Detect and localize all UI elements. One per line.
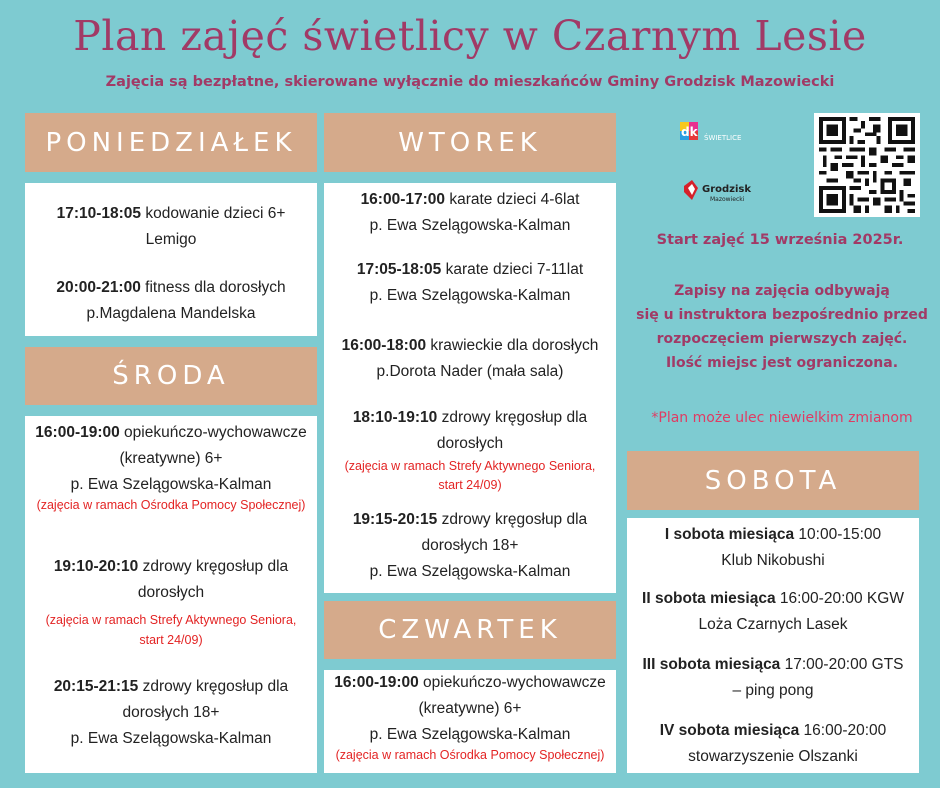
schedule-entry [25,554,317,650]
schedule-entry [324,257,616,309]
entry-note: (zajęcia w ramach Strefy Aktywnego Seniora, [344,459,596,474]
entry-line: (kreatywne) 6+ [418,700,522,718]
entry-activity: zdrowy kręgosłup dla [437,409,588,426]
schedule-entry [627,586,919,638]
tuesday-header: WTOREK [324,113,616,172]
grodzisk-mazowiecki-logo [680,178,780,208]
entry-line: p.Magdalena Mandelska [86,305,256,323]
wednesday-panel [25,416,317,773]
entry-activity: kodowanie dzieci 6+ [141,205,286,222]
enrollment-info [624,279,940,375]
entry-time: 19:15-20:15 [352,511,438,528]
info-line: rozpoczęciem pierwszych zajęć. [656,331,908,348]
entry-time: 20:15-21:15 [53,678,139,695]
page-subtitle: Zajęcia są bezpłatne, skierowane wyłącznie do mieszkańców Gminy Grodzisk Mazowiecki [105,74,835,90]
entry-instructor: p. Ewa Szelągowska-Kalman [70,730,272,748]
entry-line: Klub Nikobushi [721,552,825,570]
grodzisk-logo-icon [680,178,780,208]
entry-line: – ping pong [732,682,814,700]
schedule-entry [324,670,616,763]
info-line: Zapisy na zajęcia odbywają [674,283,890,299]
entry-activity: fitness dla dorosłych [140,279,286,296]
info-line: się u instruktora bezpośrednio przed [636,307,928,324]
entry-note: start 24/09) [438,477,502,492]
entry-time: 16:00-18:00 [341,337,427,354]
entry-activity: 17:00-20:00 GTS [780,656,904,673]
entry-time: 16:00-17:00 [360,191,446,208]
saturday-header: SOBOTA [627,451,919,510]
entry-activity: opiekuńczo-wychowawcze [418,674,606,691]
wednesday-header: ŚRODA [25,347,317,405]
entry-activity: karate dzieci 4-6lat [445,191,580,208]
entry-instructor: p. Ewa Szelągowska-Kalman [70,476,272,494]
schedule-entry [627,652,919,704]
entry-activity: opiekuńczo-wychowawcze [119,424,307,441]
saturday-panel [627,518,919,773]
entry-time: 17:05-18:05 [356,261,442,278]
entry-time: 18:10-19:10 [352,409,438,426]
qr-code[interactable] [814,113,920,217]
entry-time: 19:10-20:10 [53,558,139,575]
monday-panel [25,183,317,336]
entry-line: Lemigo [145,231,197,249]
schedule-entry [25,201,317,253]
entry-activity: krawieckie dla dorosłych [426,337,599,354]
entry-line: (kreatywne) 6+ [119,450,223,468]
entry-instructor: p. Ewa Szelągowska-Kalman [369,217,571,235]
svg-text:Mazowiecki: Mazowiecki [710,196,745,203]
schedule-entry [25,275,317,327]
entry-line: dorosłych [137,584,205,602]
svg-text:Grodzisk: Grodzisk [702,184,752,195]
schedule-entry [627,718,919,770]
entry-note: (zajęcia w ramach Strefy Aktywnego Seniora, [45,613,297,628]
thursday-panel [324,670,616,773]
svg-text:dk: dk [681,125,698,139]
entry-activity: 10:00-15:00 [794,526,882,543]
entry-time: 17:10-18:05 [56,205,142,222]
entry-time: II sobota miesiąca [642,590,776,607]
dk-logo-icon [680,120,760,148]
schedule-entry [324,405,616,495]
entry-instructor: p.Dorota Nader (mała sala) [376,363,564,381]
schedule-entry [25,674,317,752]
entry-line: stowarzyszenie Olszanki [688,748,858,766]
entry-note: start 24/09) [139,633,203,648]
entry-instructor: p. Ewa Szelągowska-Kalman [369,726,571,744]
info-line: Ilość miejsc jest ograniczona. [665,355,899,372]
thursday-header: CZWARTEK [324,601,616,659]
entry-time: III sobota miesiąca [642,656,781,673]
schedule-entry [324,187,616,239]
entry-time: IV sobota miesiąca [659,722,800,739]
entry-line: dorosłych 18+ [122,704,220,722]
start-date-text: Start zajęć 15 września 2025r. [656,232,904,248]
entry-note: (zajęcia w ramach Ośrodka Pomocy Społecznej) [36,498,306,513]
entry-time: 16:00-19:00 [35,424,120,441]
tuesday-panel [324,183,616,593]
entry-activity: zdrowy kręgosłup dla [437,511,588,528]
dk-swietlice-logo [680,120,760,148]
entry-line: dorosłych 18+ [421,537,519,555]
entry-note: (zajęcia w ramach Ośrodka Pomocy Społecznej) [335,748,605,763]
schedule-entry [324,507,616,585]
monday-header: PONIEDZIAŁEK [25,113,317,172]
entry-instructor: p. Ewa Szelągowska-Kalman [369,287,571,305]
entry-time: 16:00-19:00 [334,674,419,691]
entry-instructor: p. Ewa Szelągowska-Kalman [369,563,571,581]
entry-time: I sobota miesiąca [664,526,795,543]
entry-line: Loża Czarnych Lasek [698,616,848,634]
schedule-entry [627,522,919,574]
entry-time: 20:00-21:00 [56,279,141,296]
svg-text:ŚWIETLICE: ŚWIETLICE [704,134,742,142]
entry-activity: 16:00-20:00 [799,722,887,739]
entry-activity: zdrowy kręgosłup dla [138,678,289,695]
plan-change-note: *Plan może ulec niewielkim zmianom [651,410,913,426]
entry-line: dorosłych [436,435,504,453]
entry-activity: 16:00-20:00 KGW [775,590,904,607]
schedule-entry [324,333,616,385]
schedule-entry [25,420,317,513]
entry-activity: karate dzieci 7-11lat [441,261,584,278]
page-title: Plan zajęć świetlicy w Czarnym Lesie [73,12,867,60]
entry-activity: zdrowy kręgosłup dla [138,558,289,575]
qr-code-icon [818,117,916,213]
